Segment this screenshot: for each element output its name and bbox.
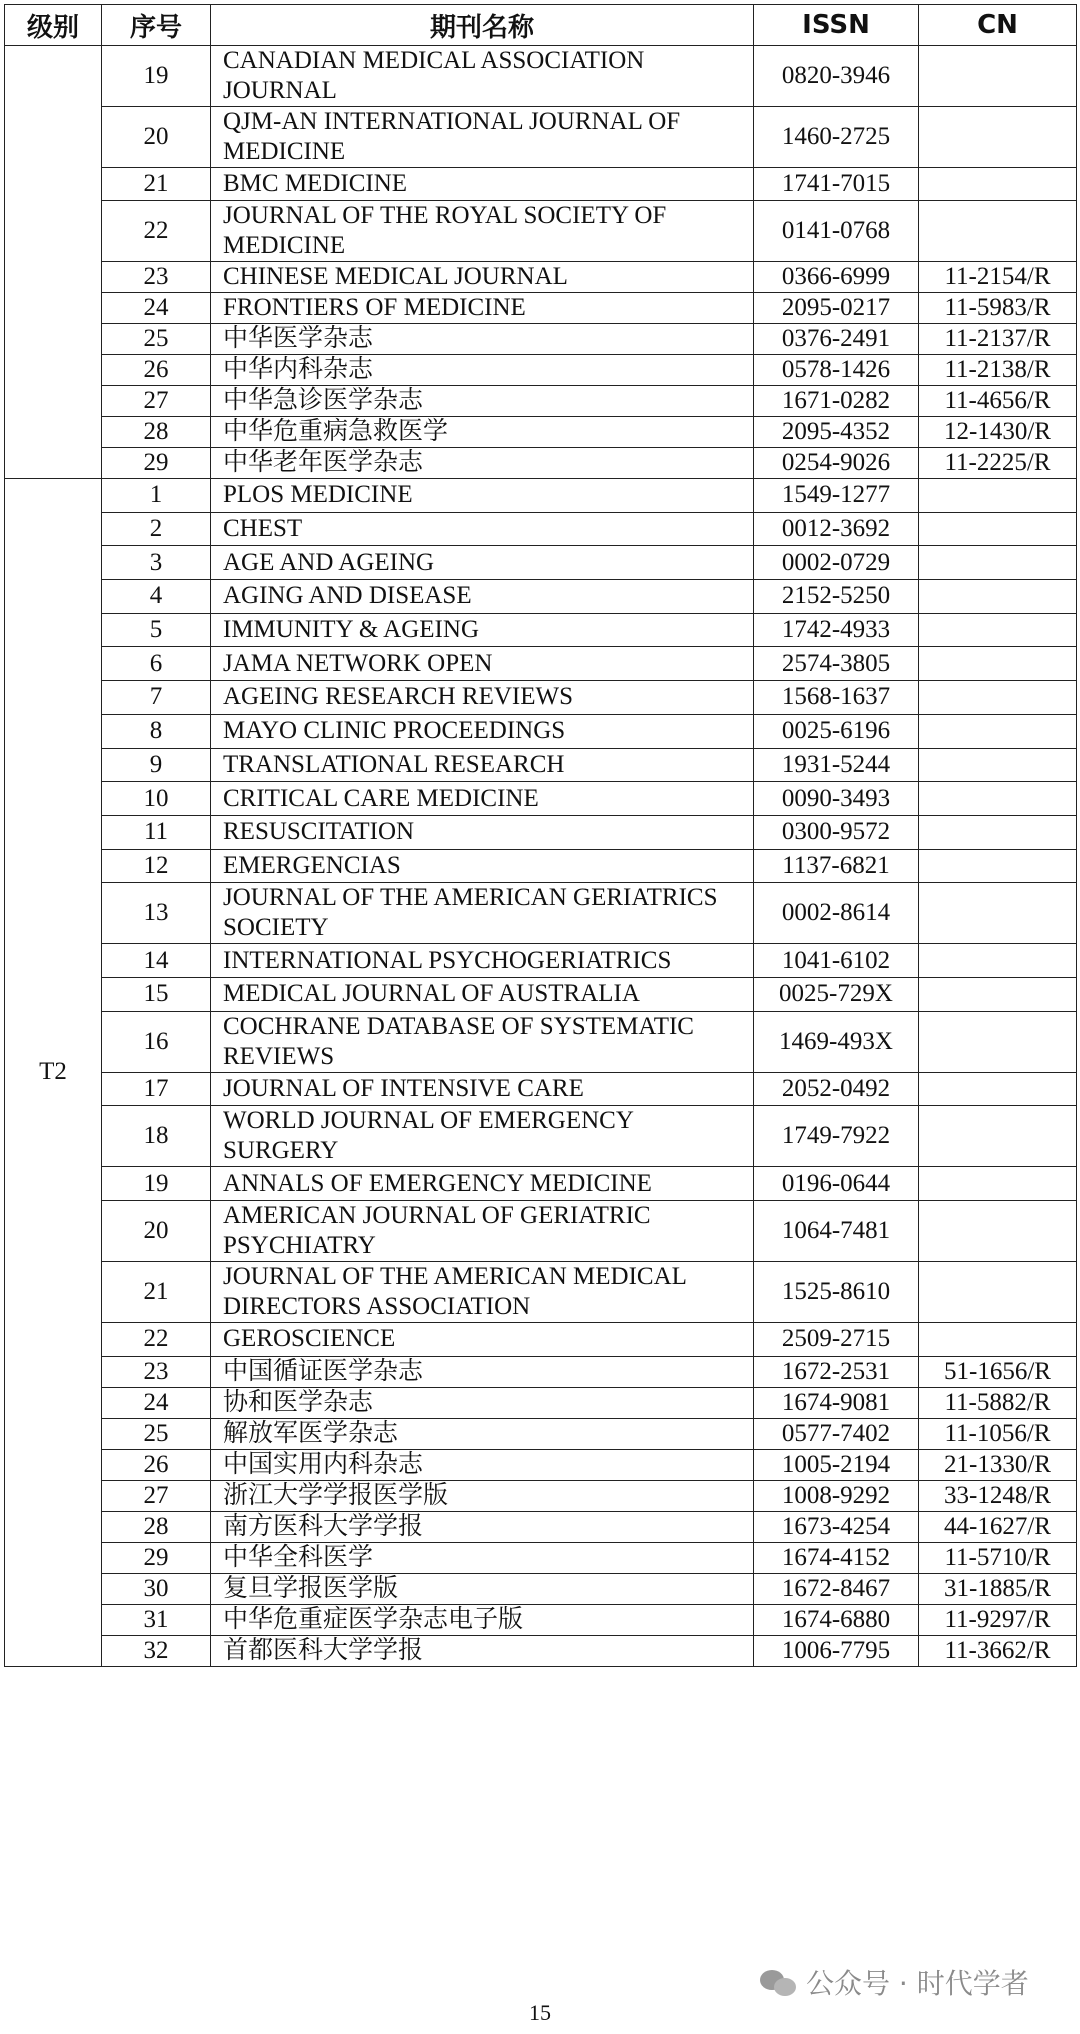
issn-cell: 0196-0644 <box>754 1167 919 1201</box>
table-row <box>5 1604 1077 1635</box>
row-number: 6 <box>102 647 211 681</box>
journal-name: INTERNATIONAL PSYCHOGERIATRICS <box>211 944 754 978</box>
journal-name: 首都医科大学学报 <box>211 1635 754 1666</box>
cn-cell: 21-1330/R <box>919 1449 1077 1480</box>
cn-cell <box>919 1201 1077 1262</box>
issn-cell: 1137-6821 <box>754 849 919 883</box>
cn-cell: 11-3662/R <box>919 1635 1077 1666</box>
table-row <box>5 681 1077 715</box>
row-number: 20 <box>102 1201 211 1262</box>
row-number: 12 <box>102 849 211 883</box>
cn-cell: 11-2138/R <box>919 355 1077 386</box>
issn-cell: 0025-6196 <box>754 714 919 748</box>
level-cell: T2 <box>5 479 102 1667</box>
table-row <box>5 448 1077 479</box>
table-row <box>5 417 1077 448</box>
cn-cell <box>919 107 1077 168</box>
table-row <box>5 1511 1077 1542</box>
table-row <box>5 1011 1077 1072</box>
issn-cell: 2095-4352 <box>754 417 919 448</box>
watermark-text: 公众号 · 时代学者 <box>806 1967 1029 2000</box>
journal-name: JOURNAL OF INTENSIVE CARE <box>211 1072 754 1106</box>
cn-cell: 11-1056/R <box>919 1418 1077 1449</box>
header-issn: ISSN <box>754 5 919 46</box>
journal-name: FRONTIERS OF MEDICINE <box>211 293 754 324</box>
journal-name: WORLD JOURNAL OF EMERGENCY SURGERY <box>211 1106 754 1167</box>
journal-name: 复旦学报医学版 <box>211 1573 754 1604</box>
cn-cell <box>919 512 1077 546</box>
issn-cell: 2095-0217 <box>754 293 919 324</box>
table-row <box>5 168 1077 201</box>
table-row <box>5 1106 1077 1167</box>
row-number: 9 <box>102 748 211 782</box>
cn-cell <box>919 46 1077 107</box>
cn-cell: 12-1430/R <box>919 417 1077 448</box>
journal-name: AGEING RESEARCH REVIEWS <box>211 681 754 715</box>
journal-name: 协和医学杂志 <box>211 1387 754 1418</box>
cn-cell <box>919 647 1077 681</box>
table-row <box>5 324 1077 355</box>
journal-name: MEDICAL JOURNAL OF AUSTRALIA <box>211 977 754 1011</box>
row-number: 2 <box>102 512 211 546</box>
cn-cell <box>919 714 1077 748</box>
table-row <box>5 647 1077 681</box>
cn-cell: 11-5882/R <box>919 1387 1077 1418</box>
table-row <box>5 613 1077 647</box>
journal-name: COCHRANE DATABASE OF SYSTEMATIC REVIEWS <box>211 1011 754 1072</box>
row-number: 5 <box>102 613 211 647</box>
journal-name: AGE AND AGEING <box>211 546 754 580</box>
cn-cell <box>919 580 1077 614</box>
journal-name: IMMUNITY & AGEING <box>211 613 754 647</box>
table-row <box>5 1418 1077 1449</box>
table-row <box>5 1387 1077 1418</box>
table-row <box>5 1449 1077 1480</box>
row-number: 8 <box>102 714 211 748</box>
journal-name: AGING AND DISEASE <box>211 580 754 614</box>
row-number: 19 <box>102 46 211 107</box>
journal-name: JOURNAL OF THE AMERICAN GERIATRICS SOCIETY <box>211 883 754 944</box>
table-row <box>5 944 1077 978</box>
cn-cell <box>919 1072 1077 1106</box>
issn-cell: 2574-3805 <box>754 647 919 681</box>
cn-cell: 31-1885/R <box>919 1573 1077 1604</box>
journal-name: MAYO CLINIC PROCEEDINGS <box>211 714 754 748</box>
wechat-icon <box>758 1966 798 1998</box>
row-number: 17 <box>102 1072 211 1106</box>
issn-cell: 0002-0729 <box>754 546 919 580</box>
table-row <box>5 355 1077 386</box>
issn-cell: 1064-7481 <box>754 1201 919 1262</box>
row-number: 3 <box>102 546 211 580</box>
table-row <box>5 748 1077 782</box>
issn-cell: 0090-3493 <box>754 782 919 816</box>
issn-cell: 0820-3946 <box>754 46 919 107</box>
journal-name: JAMA NETWORK OPEN <box>211 647 754 681</box>
header-number: 序号 <box>102 5 211 46</box>
table-row <box>5 977 1077 1011</box>
cn-cell <box>919 849 1077 883</box>
row-number: 24 <box>102 1387 211 1418</box>
row-number: 26 <box>102 1449 211 1480</box>
issn-cell: 1674-6880 <box>754 1604 919 1635</box>
table-row <box>5 386 1077 417</box>
journal-name: 浙江大学学报医学版 <box>211 1480 754 1511</box>
row-number: 1 <box>102 479 211 513</box>
cn-cell <box>919 546 1077 580</box>
row-number: 16 <box>102 1011 211 1072</box>
issn-cell: 0002-8614 <box>754 883 919 944</box>
table-row <box>5 1201 1077 1262</box>
journal-name: 中华老年医学杂志 <box>211 448 754 479</box>
row-number: 20 <box>102 107 211 168</box>
issn-cell: 0025-729X <box>754 977 919 1011</box>
row-number: 23 <box>102 262 211 293</box>
row-number: 28 <box>102 417 211 448</box>
table-row <box>5 1072 1077 1106</box>
table-row <box>5 46 1077 107</box>
cn-cell <box>919 613 1077 647</box>
cn-cell: 11-5983/R <box>919 293 1077 324</box>
table-row <box>5 262 1077 293</box>
issn-cell: 1674-4152 <box>754 1542 919 1573</box>
cn-cell <box>919 1167 1077 1201</box>
table-row <box>5 546 1077 580</box>
journal-name: GEROSCIENCE <box>211 1323 754 1357</box>
issn-cell: 1672-8467 <box>754 1573 919 1604</box>
table-row <box>5 479 1077 513</box>
issn-cell: 1749-7922 <box>754 1106 919 1167</box>
row-number: 27 <box>102 386 211 417</box>
journal-name: AMERICAN JOURNAL OF GERIATRIC PSYCHIATRY <box>211 1201 754 1262</box>
issn-cell: 1674-9081 <box>754 1387 919 1418</box>
issn-cell: 0254-9026 <box>754 448 919 479</box>
cn-cell <box>919 1323 1077 1357</box>
cn-cell <box>919 168 1077 201</box>
table-body <box>5 46 1077 1667</box>
cn-cell <box>919 977 1077 1011</box>
table-row <box>5 107 1077 168</box>
header-cn: CN <box>919 5 1077 46</box>
row-number: 15 <box>102 977 211 1011</box>
cn-cell <box>919 748 1077 782</box>
cn-cell: 44-1627/R <box>919 1511 1077 1542</box>
issn-cell: 1741-7015 <box>754 168 919 201</box>
issn-cell: 1742-4933 <box>754 613 919 647</box>
issn-cell: 1568-1637 <box>754 681 919 715</box>
journal-name: PLOS MEDICINE <box>211 479 754 513</box>
table-row <box>5 883 1077 944</box>
journal-table <box>4 4 1077 1667</box>
issn-cell: 2052-0492 <box>754 1072 919 1106</box>
cn-cell <box>919 479 1077 513</box>
issn-cell: 2509-2715 <box>754 1323 919 1357</box>
cn-cell <box>919 1011 1077 1072</box>
header-level: 级别 <box>5 5 102 46</box>
journal-name: BMC MEDICINE <box>211 168 754 201</box>
row-number: 24 <box>102 293 211 324</box>
row-number: 32 <box>102 1635 211 1666</box>
journal-name: 中国实用内科杂志 <box>211 1449 754 1480</box>
issn-cell: 1008-9292 <box>754 1480 919 1511</box>
table-row <box>5 1635 1077 1666</box>
issn-cell: 1671-0282 <box>754 386 919 417</box>
row-number: 21 <box>102 168 211 201</box>
cn-cell: 11-2154/R <box>919 262 1077 293</box>
journal-name: CHEST <box>211 512 754 546</box>
row-number: 14 <box>102 944 211 978</box>
row-number: 22 <box>102 201 211 262</box>
level-cell <box>5 46 102 479</box>
table-row <box>5 293 1077 324</box>
table-row <box>5 580 1077 614</box>
issn-cell: 0141-0768 <box>754 201 919 262</box>
issn-cell: 0366-6999 <box>754 262 919 293</box>
table-row <box>5 714 1077 748</box>
journal-name: 中华危重症医学杂志电子版 <box>211 1604 754 1635</box>
journal-name: 中华全科医学 <box>211 1542 754 1573</box>
journal-name: 解放军医学杂志 <box>211 1418 754 1449</box>
journal-name: EMERGENCIAS <box>211 849 754 883</box>
cn-cell: 51-1656/R <box>919 1356 1077 1387</box>
journal-name: 中华内科杂志 <box>211 355 754 386</box>
journal-name: CHINESE MEDICAL JOURNAL <box>211 262 754 293</box>
journal-name: CANADIAN MEDICAL ASSOCIATION JOURNAL <box>211 46 754 107</box>
journal-name: QJM-AN INTERNATIONAL JOURNAL OF MEDICINE <box>211 107 754 168</box>
cn-cell <box>919 201 1077 262</box>
table-row <box>5 1356 1077 1387</box>
row-number: 23 <box>102 1356 211 1387</box>
row-number: 29 <box>102 448 211 479</box>
issn-cell: 1041-6102 <box>754 944 919 978</box>
row-number: 21 <box>102 1262 211 1323</box>
cn-cell <box>919 782 1077 816</box>
table-row <box>5 1573 1077 1604</box>
table-row <box>5 1480 1077 1511</box>
row-number: 31 <box>102 1604 211 1635</box>
table-row <box>5 1542 1077 1573</box>
issn-cell: 1673-4254 <box>754 1511 919 1542</box>
row-number: 4 <box>102 580 211 614</box>
cn-cell <box>919 815 1077 849</box>
journal-name: 南方医科大学学报 <box>211 1511 754 1542</box>
table-row <box>5 1262 1077 1323</box>
cn-cell: 33-1248/R <box>919 1480 1077 1511</box>
cn-cell: 11-9297/R <box>919 1604 1077 1635</box>
row-number: 25 <box>102 324 211 355</box>
row-number: 11 <box>102 815 211 849</box>
row-number: 7 <box>102 681 211 715</box>
issn-cell: 0578-1426 <box>754 355 919 386</box>
table-row <box>5 512 1077 546</box>
issn-cell: 1549-1277 <box>754 479 919 513</box>
table-row <box>5 1323 1077 1357</box>
table-row <box>5 201 1077 262</box>
journal-name: 中华医学杂志 <box>211 324 754 355</box>
journal-name: JOURNAL OF THE ROYAL SOCIETY OF MEDICINE <box>211 201 754 262</box>
row-number: 26 <box>102 355 211 386</box>
row-number: 19 <box>102 1167 211 1201</box>
row-number: 25 <box>102 1418 211 1449</box>
issn-cell: 0376-2491 <box>754 324 919 355</box>
journal-name: JOURNAL OF THE AMERICAN MEDICAL DIRECTORS ASSOCIATION <box>211 1262 754 1323</box>
row-number: 13 <box>102 883 211 944</box>
journal-name: 中华危重病急救医学 <box>211 417 754 448</box>
journal-name: 中华急诊医学杂志 <box>211 386 754 417</box>
row-number: 10 <box>102 782 211 816</box>
row-number: 18 <box>102 1106 211 1167</box>
journal-name: CRITICAL CARE MEDICINE <box>211 782 754 816</box>
header-journal-name: 期刊名称 <box>211 5 754 46</box>
issn-cell: 1469-493X <box>754 1011 919 1072</box>
journal-name: 中国循证医学杂志 <box>211 1356 754 1387</box>
journal-name: TRANSLATIONAL RESEARCH <box>211 748 754 782</box>
issn-cell: 2152-5250 <box>754 580 919 614</box>
cn-cell: 11-5710/R <box>919 1542 1077 1573</box>
row-number: 22 <box>102 1323 211 1357</box>
issn-cell: 1672-2531 <box>754 1356 919 1387</box>
watermark <box>758 1962 1029 2002</box>
table-row <box>5 815 1077 849</box>
page-number: 15 <box>529 2000 551 2025</box>
cn-cell: 11-2137/R <box>919 324 1077 355</box>
cn-cell <box>919 1106 1077 1167</box>
journal-name: RESUSCITATION <box>211 815 754 849</box>
issn-cell: 1005-2194 <box>754 1449 919 1480</box>
issn-cell: 0012-3692 <box>754 512 919 546</box>
cn-cell <box>919 681 1077 715</box>
cn-cell: 11-2225/R <box>919 448 1077 479</box>
cn-cell <box>919 883 1077 944</box>
row-number: 30 <box>102 1573 211 1604</box>
row-number: 28 <box>102 1511 211 1542</box>
issn-cell: 1525-8610 <box>754 1262 919 1323</box>
table-row <box>5 782 1077 816</box>
journal-name: ANNALS OF EMERGENCY MEDICINE <box>211 1167 754 1201</box>
issn-cell: 1931-5244 <box>754 748 919 782</box>
row-number: 29 <box>102 1542 211 1573</box>
row-number: 27 <box>102 1480 211 1511</box>
table-row <box>5 1167 1077 1201</box>
table-row <box>5 849 1077 883</box>
issn-cell: 1006-7795 <box>754 1635 919 1666</box>
cn-cell <box>919 944 1077 978</box>
issn-cell: 1460-2725 <box>754 107 919 168</box>
cn-cell: 11-4656/R <box>919 386 1077 417</box>
cn-cell <box>919 1262 1077 1323</box>
issn-cell: 0300-9572 <box>754 815 919 849</box>
table-header-row <box>5 5 1077 46</box>
issn-cell: 0577-7402 <box>754 1418 919 1449</box>
